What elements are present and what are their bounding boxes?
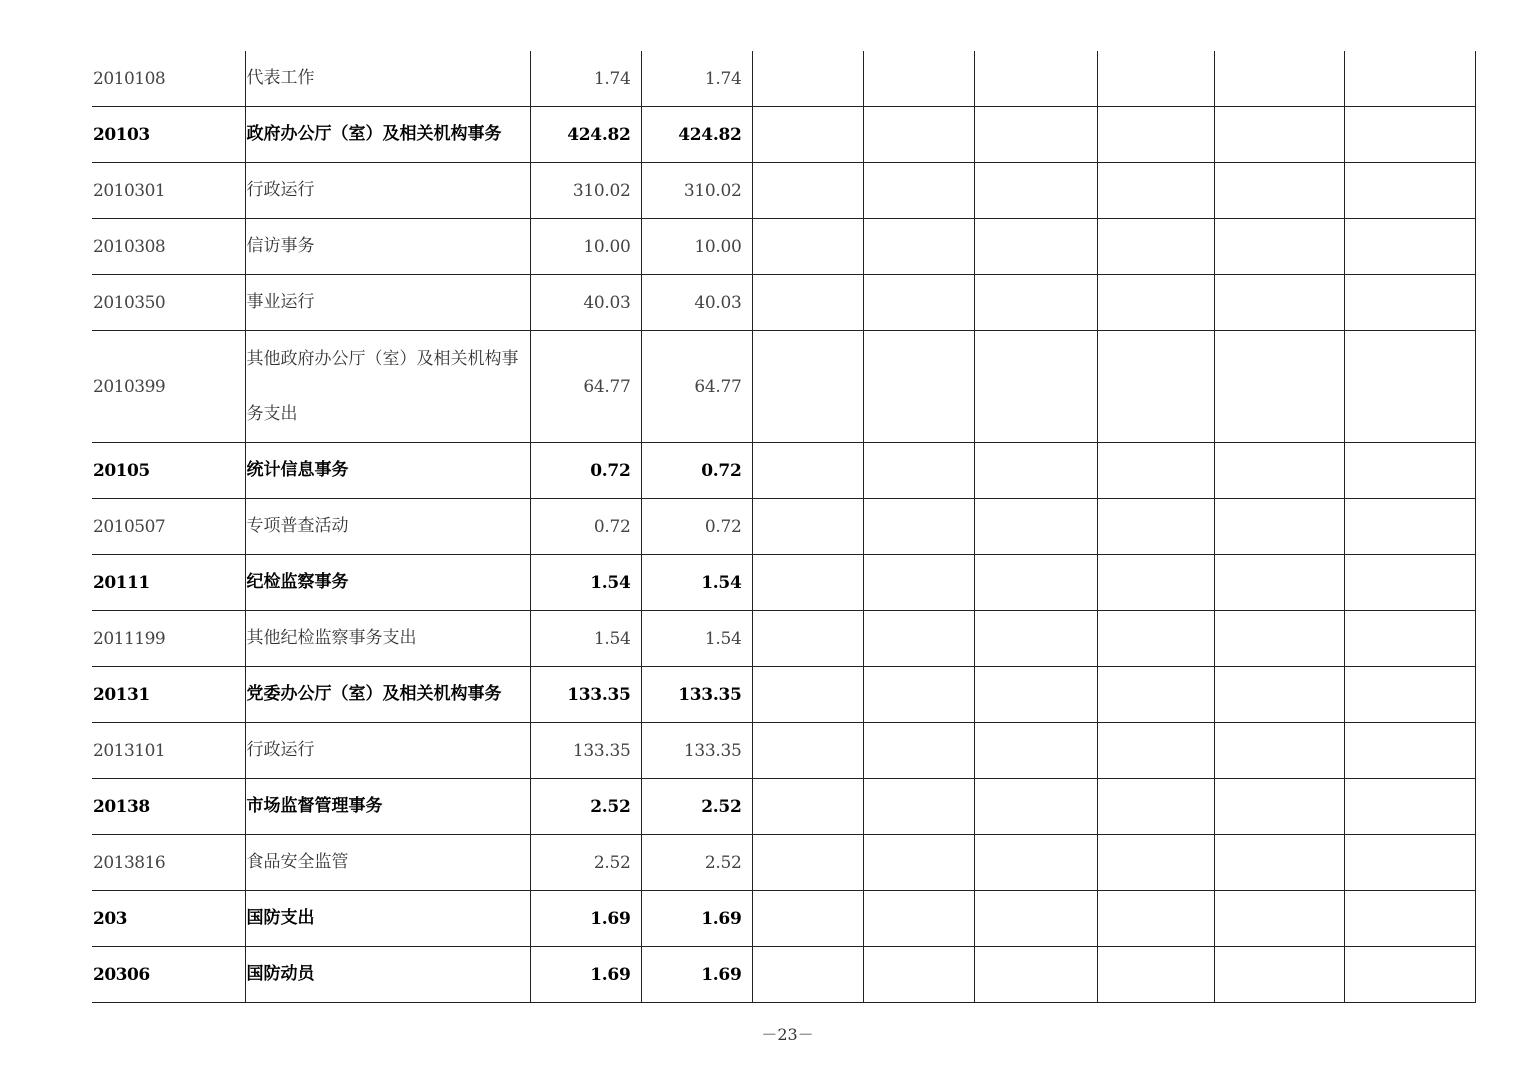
empty-cell: [863, 219, 974, 275]
empty-cell: [1344, 611, 1475, 667]
table-row: [92, 947, 1475, 1003]
empty-cell: [1097, 835, 1214, 891]
row-name: 国防动员: [245, 947, 530, 1003]
empty-cell: [863, 51, 974, 107]
row-name: 事业运行: [245, 275, 530, 331]
empty-cell: [1344, 163, 1475, 219]
row-value-basic: 10.00: [641, 219, 752, 275]
empty-cell: [863, 331, 974, 443]
empty-cell: [974, 443, 1097, 499]
empty-cell: [1097, 891, 1214, 947]
row-code: 2011199: [92, 611, 245, 667]
empty-cell: [1214, 443, 1344, 499]
empty-cell: [1097, 499, 1214, 555]
row-value-total: 0.72: [530, 443, 641, 499]
row-code: 2010308: [92, 219, 245, 275]
empty-cell: [752, 555, 863, 611]
empty-cell: [1214, 163, 1344, 219]
empty-cell: [974, 779, 1097, 835]
empty-cell: [1097, 779, 1214, 835]
empty-cell: [1214, 219, 1344, 275]
empty-cell: [863, 723, 974, 779]
row-name: 其他政府办公厅（室）及相关机构事务支出: [245, 331, 530, 443]
empty-cell: [1344, 723, 1475, 779]
table-row: [92, 107, 1475, 163]
empty-cell: [974, 555, 1097, 611]
row-value-basic: 64.77: [641, 331, 752, 443]
empty-cell: [974, 107, 1097, 163]
empty-cell: [974, 835, 1097, 891]
empty-cell: [1344, 219, 1475, 275]
empty-cell: [1214, 779, 1344, 835]
row-value-basic: 1.74: [641, 51, 752, 107]
empty-cell: [863, 107, 974, 163]
empty-cell: [1214, 835, 1344, 891]
empty-cell: [752, 443, 863, 499]
empty-cell: [752, 219, 863, 275]
empty-cell: [752, 835, 863, 891]
row-name: 党委办公厅（室）及相关机构事务: [245, 667, 530, 723]
empty-cell: [1097, 723, 1214, 779]
row-code: 20103: [92, 107, 245, 163]
empty-cell: [1344, 443, 1475, 499]
row-value-total: 2.52: [530, 835, 641, 891]
empty-cell: [863, 947, 974, 1003]
row-code: 20138: [92, 779, 245, 835]
empty-cell: [752, 891, 863, 947]
empty-cell: [1344, 779, 1475, 835]
row-value-total: 0.72: [530, 499, 641, 555]
empty-cell: [974, 499, 1097, 555]
empty-cell: [974, 723, 1097, 779]
empty-cell: [1344, 667, 1475, 723]
empty-cell: [1214, 667, 1344, 723]
empty-cell: [1097, 555, 1214, 611]
row-name: 市场监督管理事务: [245, 779, 530, 835]
empty-cell: [1097, 331, 1214, 443]
empty-cell: [752, 107, 863, 163]
table-row: [92, 443, 1475, 499]
row-name: 政府办公厅（室）及相关机构事务: [245, 107, 530, 163]
empty-cell: [974, 947, 1097, 1003]
empty-cell: [752, 723, 863, 779]
table-row: [92, 163, 1475, 219]
empty-cell: [1214, 107, 1344, 163]
empty-cell: [752, 331, 863, 443]
empty-cell: [974, 611, 1097, 667]
empty-cell: [974, 331, 1097, 443]
row-value-basic: 40.03: [641, 275, 752, 331]
table-row: [92, 331, 1475, 443]
empty-cell: [1344, 499, 1475, 555]
empty-cell: [863, 163, 974, 219]
row-name: 代表工作: [245, 51, 530, 107]
row-value-basic: 133.35: [641, 723, 752, 779]
empty-cell: [863, 891, 974, 947]
table-row: [92, 891, 1475, 947]
row-code: 2010399: [92, 331, 245, 443]
row-code: 20306: [92, 947, 245, 1003]
empty-cell: [1344, 947, 1475, 1003]
row-code: 2010108: [92, 51, 245, 107]
row-value-total: 1.74: [530, 51, 641, 107]
table-row: [92, 555, 1475, 611]
empty-cell: [752, 499, 863, 555]
row-value-basic: 1.54: [641, 611, 752, 667]
row-value-basic: 310.02: [641, 163, 752, 219]
empty-cell: [752, 667, 863, 723]
row-name: 专项普查活动: [245, 499, 530, 555]
empty-cell: [1214, 891, 1344, 947]
empty-cell: [1097, 611, 1214, 667]
empty-cell: [1097, 275, 1214, 331]
empty-cell: [752, 163, 863, 219]
empty-cell: [974, 667, 1097, 723]
empty-cell: [863, 555, 974, 611]
empty-cell: [1214, 331, 1344, 443]
empty-cell: [974, 275, 1097, 331]
empty-cell: [1097, 51, 1214, 107]
table-row: [92, 667, 1475, 723]
empty-cell: [1214, 555, 1344, 611]
table-row: [92, 499, 1475, 555]
row-code: 2010301: [92, 163, 245, 219]
row-value-total: 133.35: [530, 723, 641, 779]
empty-cell: [1344, 331, 1475, 443]
row-name: 国防支出: [245, 891, 530, 947]
empty-cell: [863, 443, 974, 499]
row-value-basic: 2.52: [641, 835, 752, 891]
row-value-total: 10.00: [530, 219, 641, 275]
empty-cell: [863, 499, 974, 555]
empty-cell: [1097, 443, 1214, 499]
row-value-basic: 133.35: [641, 667, 752, 723]
row-code: 203: [92, 891, 245, 947]
row-value-total: 1.69: [530, 947, 641, 1003]
table-row: [92, 723, 1475, 779]
row-code: 2013816: [92, 835, 245, 891]
empty-cell: [752, 51, 863, 107]
table-row: [92, 779, 1475, 835]
empty-cell: [863, 667, 974, 723]
row-value-total: 40.03: [530, 275, 641, 331]
row-value-basic: 1.69: [641, 891, 752, 947]
empty-cell: [974, 219, 1097, 275]
row-value-total: 1.69: [530, 891, 641, 947]
empty-cell: [1344, 51, 1475, 107]
row-name: 其他纪检监察事务支出: [245, 611, 530, 667]
row-value-total: 64.77: [530, 331, 641, 443]
empty-cell: [1097, 947, 1214, 1003]
empty-cell: [1344, 107, 1475, 163]
row-name: 信访事务: [245, 219, 530, 275]
row-value-basic: 424.82: [641, 107, 752, 163]
table-row: [92, 611, 1475, 667]
table-row: [92, 219, 1475, 275]
empty-cell: [1097, 163, 1214, 219]
page-number: －23－: [761, 1025, 814, 1044]
empty-cell: [1214, 275, 1344, 331]
row-value-total: 424.82: [530, 107, 641, 163]
row-code: 20105: [92, 443, 245, 499]
row-code: 20111: [92, 555, 245, 611]
empty-cell: [863, 779, 974, 835]
empty-cell: [752, 275, 863, 331]
row-value-basic: 0.72: [641, 443, 752, 499]
row-value-basic: 1.69: [641, 947, 752, 1003]
row-name: 纪检监察事务: [245, 555, 530, 611]
empty-cell: [974, 163, 1097, 219]
empty-cell: [1214, 947, 1344, 1003]
empty-cell: [1097, 219, 1214, 275]
empty-cell: [1214, 51, 1344, 107]
empty-cell: [752, 947, 863, 1003]
table-row: [92, 275, 1475, 331]
empty-cell: [863, 275, 974, 331]
empty-cell: [752, 611, 863, 667]
table-body: [92, 51, 1475, 1003]
row-value-basic: 1.54: [641, 555, 752, 611]
empty-cell: [863, 835, 974, 891]
empty-cell: [1214, 499, 1344, 555]
empty-cell: [974, 891, 1097, 947]
budget-table: [92, 51, 1476, 1003]
row-value-total: 1.54: [530, 555, 641, 611]
row-value-total: 2.52: [530, 779, 641, 835]
row-value-basic: 2.52: [641, 779, 752, 835]
empty-cell: [1344, 835, 1475, 891]
empty-cell: [863, 611, 974, 667]
row-name: 食品安全监管: [245, 835, 530, 891]
row-value-total: 133.35: [530, 667, 641, 723]
row-name: 统计信息事务: [245, 443, 530, 499]
empty-cell: [974, 51, 1097, 107]
row-code: 2013101: [92, 723, 245, 779]
row-code: 2010350: [92, 275, 245, 331]
row-name: 行政运行: [245, 163, 530, 219]
row-value-total: 1.54: [530, 611, 641, 667]
empty-cell: [1214, 611, 1344, 667]
row-value-basic: 0.72: [641, 499, 752, 555]
empty-cell: [1214, 723, 1344, 779]
empty-cell: [1344, 555, 1475, 611]
empty-cell: [1344, 891, 1475, 947]
row-name: 行政运行: [245, 723, 530, 779]
row-code: 2010507: [92, 499, 245, 555]
empty-cell: [752, 779, 863, 835]
empty-cell: [1097, 667, 1214, 723]
row-value-total: 310.02: [530, 163, 641, 219]
table-row: [92, 835, 1475, 891]
empty-cell: [1344, 275, 1475, 331]
table-row: [92, 51, 1475, 107]
empty-cell: [1097, 107, 1214, 163]
row-code: 20131: [92, 667, 245, 723]
